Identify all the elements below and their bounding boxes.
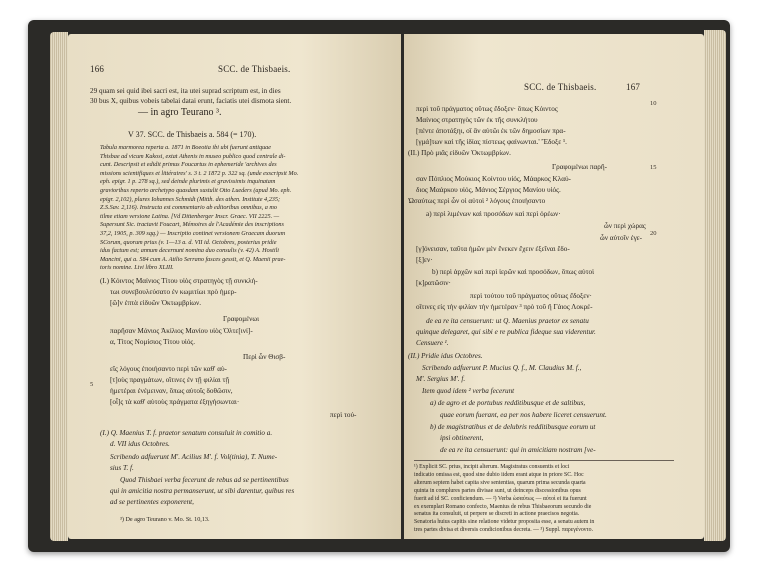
- intro-line: tilme etiam versione Latina. [Vd Dittenberger Inscr. Graec. VII 2225. —: [100, 212, 280, 220]
- footnote-line: Senatoria huius capitis sine relatione videtur proposita esse, a senatu autem in: [414, 519, 595, 526]
- greek-line: Ὡσαύτως περὶ ὧν οἱ αὐτοὶ ² λόγους ἐποιήσαντο: [408, 197, 546, 205]
- greek-center-label: Γραφομένωι: [223, 315, 260, 323]
- footnote-line: indicatio omissa est, quod sine dubio iidem erant atque in priore SC. Hoc: [414, 471, 584, 478]
- intro-line: SCorum, quorum prius (v. 1—13 a. d. VII id. Octobres, posterius pridie: [100, 238, 277, 246]
- margin-number: 10: [650, 100, 657, 107]
- greek-item-a: a) περὶ λιμένων καὶ προσόδων καὶ περὶ ὀρέων·: [426, 210, 561, 218]
- greek-line: Μαίνιος στρατηγὸς τῶν ἐκ τῆς συνκλήτου: [416, 116, 538, 124]
- latin-line: sius T. f.: [110, 464, 134, 472]
- greek-line: [τ]οὺς πραγμάτων, οἵτινες ἐν τῇ φιλίαι τῇ: [110, 376, 230, 384]
- greek-item-a5: [ξ]εν·: [416, 256, 433, 264]
- greek-center-label: Γραφομένωι παρῆ-: [552, 163, 607, 171]
- left-top-line-1: 29 quam sei quid ibei sacri est, ita utei suprad scriptum est, in dies: [90, 87, 281, 95]
- left-page-edges: [50, 32, 68, 541]
- greek-item-c: περὶ τούτου τοῦ πράγματος οὕτως ἔδοξεν·: [470, 292, 592, 300]
- greek-line: [ῶ]ν ἑπτὰ εἰδυῶν Ὀκτωμβρίων.: [110, 299, 202, 307]
- footnote-line: senatus ita consuluit, ut perpere se discreti in actione praecisos negotia.: [414, 511, 580, 518]
- intro-line: Mancini, qui a. 584 cum A. Atilio Serrano fasces gessit, et Q. Maenii prae-: [100, 255, 286, 263]
- left-footnote: ³) De agro Teurano v. Mo. St. 10,13.: [120, 516, 210, 523]
- right-page-number: 167: [626, 82, 641, 92]
- greek-trailing: περὶ τού-: [330, 411, 357, 419]
- latin-line: Scribendo adfuerunt M'. Acilius M'. f. Vol(tinia), T. Nume-: [110, 453, 278, 461]
- greek-item-a3: ὧν αὐτοῖν ἐγε-: [600, 234, 643, 242]
- left-top-line-3: — in agro Teurano ³.: [138, 107, 222, 118]
- greek-line: διος Μαάρκου υἱός, Μάνιος Σέργιος Μανίου υἱός.: [416, 186, 561, 194]
- latin-line: quae eorum fuerant, ea per nos habere liceret censuerunt.: [440, 411, 607, 419]
- latin-line: M'. Sergius M'. f.: [416, 375, 466, 383]
- footnote-line: tres partes divisa et diversis condicionibus decreta. — ³) Suppl. παρεγένοντο.: [414, 527, 594, 534]
- footnote-line: ¹) Explicit SC. prius, incipit alterum. Magistratus consuentis et loci: [414, 464, 570, 470]
- latin-line: Quod Thisbaei verba fecerunt de rebus ad se pertinentibus: [120, 476, 289, 484]
- intro-line: toris nomine. Livi libro XLIII.: [100, 264, 174, 272]
- left-page-number: 166: [90, 64, 105, 74]
- left-running-head: SCC. de Thisbaeis.: [218, 64, 291, 74]
- latin-line: quinque delegaret, qui sibi e re publica fideque sua viderentur.: [416, 328, 596, 336]
- left-page: [68, 34, 401, 539]
- intro-line: Supersunt Sic. tractavit Foucart, Mémoires de l'Académie des inscriptions: [100, 221, 284, 229]
- right-running-head: SCC. de Thisbaeis.: [524, 82, 597, 92]
- footnote-line: alterum septem habet capita sive sententias, quarum prima secunda quarta: [414, 479, 586, 486]
- margin-number: 20: [650, 230, 657, 237]
- greek-line: περὶ τοῦ πράγματος οὕτως ἔδοξεν· ὅπως Κόιντος: [416, 105, 558, 113]
- line-marker: 5: [90, 381, 94, 388]
- greek-item-a2: ὧν περὶ χώρας: [604, 222, 646, 230]
- latin-line: qui in amicitia nostra permanserunt, ut sibi darentur, quibus res: [110, 487, 295, 495]
- footnote-line: ex exemplari Romano confecto, Maenius de rebus Thisbaeorum secundo die: [414, 503, 592, 510]
- latin-line: de ea re ita censuerunt: qui in amicitiam nostram [ve-: [440, 446, 596, 454]
- greek-center-label: Περὶ ὧν Θισβ-: [243, 353, 286, 361]
- intro-line: eph. epigr. 1 p. 278 sq.), sed deinde plurimis et gravissimis inquinatam: [100, 178, 276, 186]
- footnote-line: quinta in complures partes divisae sunt, ut deinceps discessionibus opus: [414, 487, 581, 494]
- intro-line: idus factum est; annum decernunt nomina duo consulis (v. 42) A. Hostili: [100, 247, 280, 255]
- greek-line: [οἷ]ς τὰ καθ' αὑτοὺς πράγματα ἐξηγήσωνται·: [110, 398, 240, 406]
- latin-line: Censuere ¹.: [416, 339, 449, 347]
- greek-line: σαν Πόπλιος Μούκιος Κοίντου υἱός, Μάαρκος Κλαύ-: [416, 175, 571, 183]
- greek-line: ἡμετέραι ἐνέμειναν, ὅπως αὐτοῖς δοθῶσιν,: [110, 387, 233, 395]
- greek-line: τωι συνεβουλεύσατο ἐν κωμιτίωι πρὸ ἡμερ-: [110, 288, 237, 296]
- latin-line: (II.) Pridie idus Octobres.: [408, 352, 483, 360]
- greek-line: α, Τίτος Νομίσιος Τίτου υἱός.: [110, 338, 196, 346]
- greek-line: παρῆσαν Μάνιος Ἀκίλιος Μανίου υἱὸς Ὀλτε[ινί]-: [110, 327, 253, 335]
- latin-line: b) de magistratibus et de delubris redditibusque eorum ut: [430, 423, 596, 431]
- greek-section-ii: (II.) Πρὸ μιᾶς εἰδυῶν Ὀκτωμβρίων.: [408, 149, 511, 157]
- footnote-line: fuerit ad id SC. conficiendum. — ²) Verba ὡσαύτως — αὐτοὶ ei ita fuerunt: [414, 495, 587, 502]
- right-page-edges: [704, 30, 726, 541]
- latin-line: Scribendo adfuerunt P. Mucius Q. f., M. Claudius M. f.,: [422, 364, 582, 372]
- intro-block: [100, 144, 395, 273]
- intro-line: Tabula marmorea reperta a. 1871 in Boeotia ibi ubi fuerunt antiquae: [100, 144, 272, 151]
- latin-line: ipsi obtinerent,: [440, 434, 484, 442]
- section-heading: V 37. SCC. de Thisbaeis a. 584 (= 170).: [128, 130, 257, 139]
- intro-line: missions scientifiques et littéraires' s. 3 t. 2 1872 p. 322 sq. (unde exscripsit Mo.: [100, 169, 299, 177]
- latin-line: de ea re ita censuerunt: ut Q. Maenius praetor ex senatu: [426, 317, 589, 325]
- latin-line: ad se pertinentes exponerent,: [110, 498, 194, 506]
- intro-line: Thisbae ad vicum Kakosi, extat Athenis in museo publico quod centrale di-: [100, 152, 286, 160]
- right-footnotes: [414, 464, 594, 535]
- latin-line: (I.) Q. Maenius T. f. praetor senatum consuluit in comitio a.: [100, 429, 273, 437]
- intro-line: cunt. Descripsit et edidit primus Foucartus in ephemeride 'archives des: [100, 161, 277, 169]
- greek-line: (I.) Κόιντος Μαίνιος Τίτου υἱὸς στρατηγὸς τῇ συνκλή-: [100, 277, 258, 285]
- right-page: [404, 34, 704, 539]
- greek-item-c2: οἵτινες εἰς τὴν φιλίαν τὴν ἡμετέραν ³ πρὸ τοῦ ἢ Γάιος Λοκρέ-: [416, 303, 593, 311]
- open-book: [28, 20, 730, 552]
- latin-line: a) de agro et de portubus redditibusque et de saltibus,: [430, 399, 586, 407]
- greek-line: εῖς λόγους ἐποιήσαντο περὶ τῶν καθ' αὑ-: [110, 365, 227, 373]
- greek-line: [πέντε ἀποτάξηι, οἳ ἂν αὐτῶι ἐκ τῶν δημοσίων πρα-: [416, 127, 566, 135]
- intro-line: Z.S.Sav. 2,116). Instructa est commentario ab editoribus omnibus, a mo: [100, 204, 277, 212]
- latin-line: d. VII idus Octobres.: [110, 440, 170, 448]
- intro-line: epigr. 2,102), plures Iohannes Schmidt (Mitth. des athen. Institute 4,235;: [100, 195, 281, 203]
- left-top-line-2: 30 bus X, quibus vobeis tabelai datai erunt, faciatis utei dismota sient.: [90, 97, 292, 105]
- greek-item-b: b) περὶ ἀρχῶν καὶ περὶ ἱερῶν καὶ προσόδων, ὅπως αὐτοὶ: [432, 268, 595, 276]
- margin-number: 15: [650, 164, 657, 171]
- intro-line: gravioribus reperto archetypo quasdam sustulit Otto Lueders (apud Mo. eph.: [100, 186, 292, 194]
- greek-line: [γμά]των καὶ τῆς ἰδίας πίστεως φαίνωνται.' Ἔδοξε ¹.: [416, 138, 567, 146]
- intro-line: 37,2, 1905, p. 309 sqq.) — Inscriptio continet versionem Graecam duorum: [100, 229, 286, 237]
- greek-item-b2: [κ]ρατῶσιν·: [416, 279, 451, 287]
- footnote-rule: [414, 460, 674, 461]
- latin-line: Item quod idem ² verba fecerunt: [422, 387, 515, 395]
- greek-item-a4: [γ]όνεισαν, ταῦτα ἡμῶν μὲν ἕνεκεν ἔχειν ἐξεῖναι ἔδο-: [416, 245, 570, 253]
